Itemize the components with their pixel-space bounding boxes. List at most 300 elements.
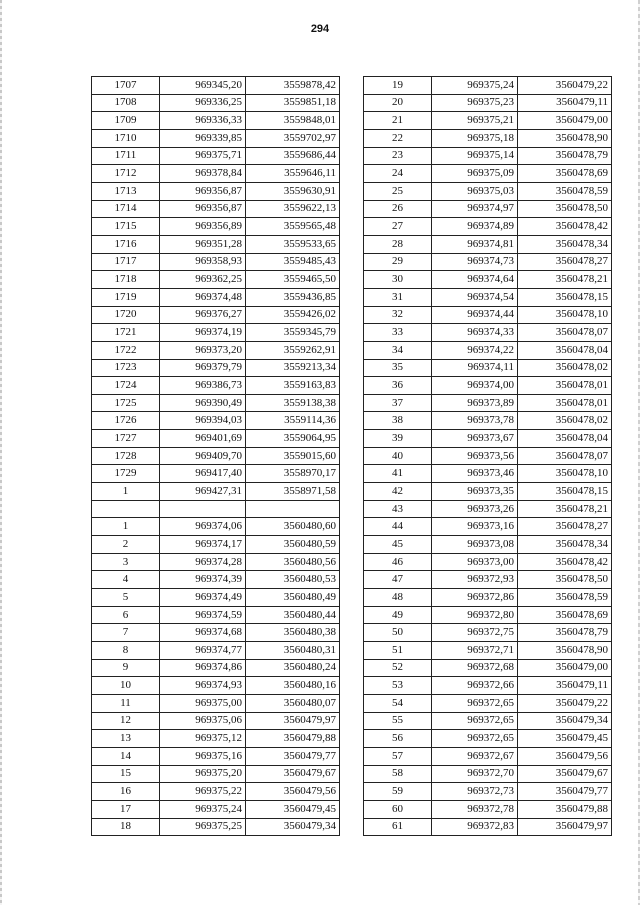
x-coordinate-cell: 969375,12 [160, 730, 246, 748]
point-number-cell: 12 [92, 712, 160, 730]
point-number-cell: 50 [364, 624, 432, 642]
point-number-cell: 1729 [92, 465, 160, 483]
y-coordinate-cell: 3560478,01 [518, 394, 612, 412]
table-body-left [92, 77, 340, 836]
point-number-cell: 57 [364, 747, 432, 765]
point-number-cell: 14 [92, 747, 160, 765]
x-coordinate-cell: 969374,06 [160, 518, 246, 536]
table-row [364, 589, 612, 607]
x-coordinate-cell: 969372,75 [432, 624, 518, 642]
table-row [92, 377, 340, 395]
y-coordinate-cell: 3559533,65 [246, 235, 340, 253]
x-coordinate-cell: 969372,78 [432, 800, 518, 818]
point-number-cell: 45 [364, 536, 432, 554]
point-number-cell: 1725 [92, 394, 160, 412]
point-number-cell: 23 [364, 147, 432, 165]
x-coordinate-cell: 969375,09 [432, 165, 518, 183]
table-row [92, 394, 340, 412]
table-row [92, 694, 340, 712]
y-coordinate-cell: 3560479,97 [518, 818, 612, 836]
y-coordinate-cell: 3559630,91 [246, 182, 340, 200]
table-row [92, 306, 340, 324]
table-row [92, 712, 340, 730]
table-row [92, 747, 340, 765]
y-coordinate-cell [246, 500, 340, 518]
y-coordinate-cell: 3560479,88 [246, 730, 340, 748]
table-row [92, 430, 340, 448]
y-coordinate-cell: 3559465,50 [246, 271, 340, 289]
y-coordinate-cell: 3560480,60 [246, 518, 340, 536]
x-coordinate-cell: 969375,03 [432, 182, 518, 200]
table-row [364, 412, 612, 430]
point-number-cell: 20 [364, 94, 432, 112]
table-row [92, 165, 340, 183]
point-number-cell: 27 [364, 218, 432, 236]
x-coordinate-cell: 969351,28 [160, 235, 246, 253]
point-number-cell: 1711 [92, 147, 160, 165]
point-number-cell: 1722 [92, 341, 160, 359]
point-number-cell: 38 [364, 412, 432, 430]
table-row [92, 624, 340, 642]
x-coordinate-cell: 969374,44 [432, 306, 518, 324]
table-row [92, 483, 340, 501]
x-coordinate-cell: 969372,67 [432, 747, 518, 765]
y-coordinate-cell: 3560479,67 [518, 765, 612, 783]
point-number-cell: 21 [364, 112, 432, 130]
y-coordinate-cell: 3560480,44 [246, 606, 340, 624]
table-row [92, 447, 340, 465]
point-number-cell: 51 [364, 642, 432, 660]
point-number-cell: 28 [364, 235, 432, 253]
y-coordinate-cell: 3559622,13 [246, 200, 340, 218]
x-coordinate-cell: 969372,66 [432, 677, 518, 695]
x-coordinate-cell: 969356,87 [160, 200, 246, 218]
table-row [364, 800, 612, 818]
point-number-cell: 22 [364, 129, 432, 147]
x-coordinate-cell: 969374,39 [160, 571, 246, 589]
x-coordinate-cell: 969374,00 [432, 377, 518, 395]
table-row [92, 112, 340, 130]
y-coordinate-cell: 3560480,38 [246, 624, 340, 642]
x-coordinate-cell: 969374,49 [160, 589, 246, 607]
x-coordinate-cell: 969373,78 [432, 412, 518, 430]
x-coordinate-cell: 969373,16 [432, 518, 518, 536]
table-row [364, 553, 612, 571]
scan-edge-left [0, 0, 2, 905]
x-coordinate-cell: 969375,21 [432, 112, 518, 130]
point-number-cell: 32 [364, 306, 432, 324]
point-number-cell: 36 [364, 377, 432, 395]
y-coordinate-cell: 3560478,69 [518, 165, 612, 183]
table-row [364, 200, 612, 218]
table-row [364, 765, 612, 783]
y-coordinate-cell: 3560479,56 [246, 783, 340, 801]
point-number-cell: 41 [364, 465, 432, 483]
table-row [92, 783, 340, 801]
table-row [92, 359, 340, 377]
y-coordinate-cell: 3560478,59 [518, 589, 612, 607]
point-number-cell: 1717 [92, 253, 160, 271]
y-coordinate-cell: 3560480,49 [246, 589, 340, 607]
table-row [364, 500, 612, 518]
table-row [92, 288, 340, 306]
x-coordinate-cell: 969390,49 [160, 394, 246, 412]
x-coordinate-cell: 969375,24 [432, 77, 518, 95]
x-coordinate-cell: 969401,69 [160, 430, 246, 448]
y-coordinate-cell: 3558970,17 [246, 465, 340, 483]
table-row [364, 306, 612, 324]
point-number-cell: 1713 [92, 182, 160, 200]
x-coordinate-cell: 969345,20 [160, 77, 246, 95]
x-coordinate-cell: 969373,20 [160, 341, 246, 359]
x-coordinate-cell: 969375,14 [432, 147, 518, 165]
point-number-cell: 54 [364, 694, 432, 712]
point-number-cell: 31 [364, 288, 432, 306]
table-row [92, 553, 340, 571]
x-coordinate-cell: 969372,93 [432, 571, 518, 589]
table-row [364, 182, 612, 200]
x-coordinate-cell: 969372,70 [432, 765, 518, 783]
point-number-cell: 56 [364, 730, 432, 748]
point-number-cell: 55 [364, 712, 432, 730]
point-number-cell: 6 [92, 606, 160, 624]
table-row [364, 606, 612, 624]
x-coordinate-cell: 969375,06 [160, 712, 246, 730]
x-coordinate-cell: 969373,35 [432, 483, 518, 501]
table-row [92, 412, 340, 430]
x-coordinate-cell: 969374,86 [160, 659, 246, 677]
y-coordinate-cell: 3559345,79 [246, 324, 340, 342]
point-number-cell: 61 [364, 818, 432, 836]
y-coordinate-cell: 3559485,43 [246, 253, 340, 271]
table-row [364, 394, 612, 412]
point-number-cell: 59 [364, 783, 432, 801]
table-row [92, 659, 340, 677]
x-coordinate-cell: 969375,00 [160, 694, 246, 712]
table-row [92, 730, 340, 748]
x-coordinate-cell: 969336,25 [160, 94, 246, 112]
point-number-cell: 10 [92, 677, 160, 695]
point-number-cell: 58 [364, 765, 432, 783]
x-coordinate-cell: 969374,81 [432, 235, 518, 253]
point-number-cell: 8 [92, 642, 160, 660]
table-row [364, 483, 612, 501]
y-coordinate-cell: 3560480,31 [246, 642, 340, 660]
table-row [364, 712, 612, 730]
y-coordinate-cell: 3560478,27 [518, 253, 612, 271]
x-coordinate-cell: 969356,87 [160, 182, 246, 200]
table-row [92, 818, 340, 836]
point-number-cell: 33 [364, 324, 432, 342]
y-coordinate-cell: 3559015,60 [246, 447, 340, 465]
table-row [364, 536, 612, 554]
table-row [92, 129, 340, 147]
y-coordinate-cell: 3559213,34 [246, 359, 340, 377]
y-coordinate-cell: 3560479,22 [518, 694, 612, 712]
point-number-cell: 39 [364, 430, 432, 448]
table-row [364, 165, 612, 183]
y-coordinate-cell: 3560479,45 [518, 730, 612, 748]
x-coordinate-cell: 969386,73 [160, 377, 246, 395]
table-row [364, 341, 612, 359]
x-coordinate-cell: 969373,00 [432, 553, 518, 571]
x-coordinate-cell: 969358,93 [160, 253, 246, 271]
y-coordinate-cell: 3559262,91 [246, 341, 340, 359]
table-row [92, 253, 340, 271]
point-number-cell: 16 [92, 783, 160, 801]
y-coordinate-cell: 3560480,56 [246, 553, 340, 571]
y-coordinate-cell: 3560478,42 [518, 218, 612, 236]
y-coordinate-cell: 3560478,21 [518, 271, 612, 289]
point-number-cell: 24 [364, 165, 432, 183]
y-coordinate-cell: 3560479,11 [518, 94, 612, 112]
x-coordinate-cell: 969373,89 [432, 394, 518, 412]
x-coordinate-cell: 969378,84 [160, 165, 246, 183]
point-number-cell: 37 [364, 394, 432, 412]
y-coordinate-cell: 3559878,42 [246, 77, 340, 95]
table-row [364, 359, 612, 377]
table-row [92, 324, 340, 342]
table-row [92, 94, 340, 112]
x-coordinate-cell: 969374,22 [432, 341, 518, 359]
point-number-cell: 47 [364, 571, 432, 589]
y-coordinate-cell: 3560478,27 [518, 518, 612, 536]
table-row [92, 465, 340, 483]
y-coordinate-cell: 3560479,00 [518, 659, 612, 677]
x-coordinate-cell: 969374,77 [160, 642, 246, 660]
y-coordinate-cell: 3560478,10 [518, 306, 612, 324]
point-number-cell: 2 [92, 536, 160, 554]
point-number-cell: 7 [92, 624, 160, 642]
table-row [364, 783, 612, 801]
table-row [92, 235, 340, 253]
x-coordinate-cell: 969339,85 [160, 129, 246, 147]
table-row [364, 430, 612, 448]
point-number-cell: 35 [364, 359, 432, 377]
x-coordinate-cell: 969374,48 [160, 288, 246, 306]
table-row [364, 377, 612, 395]
x-coordinate-cell: 969372,65 [432, 694, 518, 712]
point-number-cell: 1718 [92, 271, 160, 289]
y-coordinate-cell: 3560478,50 [518, 571, 612, 589]
point-number-cell: 4 [92, 571, 160, 589]
y-coordinate-cell: 3560479,34 [246, 818, 340, 836]
point-number-cell: 30 [364, 271, 432, 289]
y-coordinate-cell: 3560479,11 [518, 677, 612, 695]
y-coordinate-cell: 3560479,22 [518, 77, 612, 95]
y-coordinate-cell: 3560478,50 [518, 200, 612, 218]
table-row [92, 218, 340, 236]
table-row [364, 730, 612, 748]
point-number-cell: 52 [364, 659, 432, 677]
x-coordinate-cell: 969373,26 [432, 500, 518, 518]
x-coordinate-cell: 969372,68 [432, 659, 518, 677]
y-coordinate-cell: 3559848,01 [246, 112, 340, 130]
x-coordinate-cell: 969374,33 [432, 324, 518, 342]
table-row [364, 218, 612, 236]
x-coordinate-cell: 969336,33 [160, 112, 246, 130]
x-coordinate-cell: 969372,71 [432, 642, 518, 660]
x-coordinate-cell: 969356,89 [160, 218, 246, 236]
y-coordinate-cell: 3560479,34 [518, 712, 612, 730]
table-row [92, 642, 340, 660]
x-coordinate-cell: 969379,79 [160, 359, 246, 377]
y-coordinate-cell: 3559163,83 [246, 377, 340, 395]
point-number-cell: 19 [364, 77, 432, 95]
point-number-cell: 42 [364, 483, 432, 501]
coordinates-table-left [91, 76, 340, 836]
point-number-cell: 1728 [92, 447, 160, 465]
x-coordinate-cell: 969375,24 [160, 800, 246, 818]
table-row [364, 518, 612, 536]
point-number-cell: 46 [364, 553, 432, 571]
table-row [92, 147, 340, 165]
x-coordinate-cell: 969372,73 [432, 783, 518, 801]
y-coordinate-cell: 3560480,07 [246, 694, 340, 712]
x-coordinate-cell: 969374,64 [432, 271, 518, 289]
y-coordinate-cell: 3560478,10 [518, 465, 612, 483]
y-coordinate-cell: 3560479,88 [518, 800, 612, 818]
table-row [92, 77, 340, 95]
y-coordinate-cell: 3560478,34 [518, 536, 612, 554]
table-row [364, 288, 612, 306]
x-coordinate-cell: 969373,46 [432, 465, 518, 483]
point-number-cell: 13 [92, 730, 160, 748]
table-row [364, 659, 612, 677]
x-coordinate-cell: 969409,70 [160, 447, 246, 465]
table-row [364, 747, 612, 765]
table-row [364, 465, 612, 483]
table-row [364, 694, 612, 712]
y-coordinate-cell: 3560480,16 [246, 677, 340, 695]
x-coordinate-cell: 969373,56 [432, 447, 518, 465]
point-number-cell: 1714 [92, 200, 160, 218]
table-row [92, 765, 340, 783]
y-coordinate-cell: 3559646,11 [246, 165, 340, 183]
point-number-cell: 1716 [92, 235, 160, 253]
y-coordinate-cell: 3559426,02 [246, 306, 340, 324]
x-coordinate-cell: 969374,19 [160, 324, 246, 342]
y-coordinate-cell: 3560478,69 [518, 606, 612, 624]
table-row [364, 94, 612, 112]
y-coordinate-cell: 3559138,38 [246, 394, 340, 412]
point-number-cell: 1724 [92, 377, 160, 395]
x-coordinate-cell: 969375,16 [160, 747, 246, 765]
point-number-cell: 26 [364, 200, 432, 218]
y-coordinate-cell: 3559436,85 [246, 288, 340, 306]
y-coordinate-cell: 3558971,58 [246, 483, 340, 501]
table-row [364, 253, 612, 271]
point-number-cell: 34 [364, 341, 432, 359]
x-coordinate-cell: 969372,86 [432, 589, 518, 607]
y-coordinate-cell: 3560480,24 [246, 659, 340, 677]
y-coordinate-cell: 3560478,59 [518, 182, 612, 200]
table-row [92, 518, 340, 536]
table-row [92, 182, 340, 200]
x-coordinate-cell: 969375,23 [432, 94, 518, 112]
point-number-cell: 1715 [92, 218, 160, 236]
x-coordinate-cell: 969374,28 [160, 553, 246, 571]
y-coordinate-cell: 3560478,79 [518, 147, 612, 165]
point-number-cell: 18 [92, 818, 160, 836]
y-coordinate-cell: 3560479,45 [246, 800, 340, 818]
y-coordinate-cell: 3560478,90 [518, 129, 612, 147]
point-number-cell: 15 [92, 765, 160, 783]
y-coordinate-cell: 3560479,00 [518, 112, 612, 130]
y-coordinate-cell: 3560478,07 [518, 447, 612, 465]
point-number-cell: 48 [364, 589, 432, 607]
table-body-right [364, 77, 612, 836]
table-row [364, 324, 612, 342]
point-number-cell: 60 [364, 800, 432, 818]
table-row [92, 571, 340, 589]
y-coordinate-cell: 3560480,59 [246, 536, 340, 554]
table-row [364, 624, 612, 642]
y-coordinate-cell: 3560479,56 [518, 747, 612, 765]
point-number-cell: 1707 [92, 77, 160, 95]
table-row [92, 800, 340, 818]
x-coordinate-cell: 969417,40 [160, 465, 246, 483]
y-coordinate-cell: 3560478,90 [518, 642, 612, 660]
point-number-cell: 29 [364, 253, 432, 271]
y-coordinate-cell: 3560478,04 [518, 430, 612, 448]
x-coordinate-cell: 969373,08 [432, 536, 518, 554]
table-row [92, 677, 340, 695]
x-coordinate-cell: 969373,67 [432, 430, 518, 448]
x-coordinate-cell: 969374,17 [160, 536, 246, 554]
x-coordinate-cell: 969374,97 [432, 200, 518, 218]
x-coordinate-cell: 969374,89 [432, 218, 518, 236]
table-row [364, 77, 612, 95]
table-row [364, 818, 612, 836]
y-coordinate-cell: 3559114,36 [246, 412, 340, 430]
x-coordinate-cell: 969375,18 [432, 129, 518, 147]
x-coordinate-cell: 969374,93 [160, 677, 246, 695]
x-coordinate-cell: 969375,71 [160, 147, 246, 165]
point-number-cell: 5 [92, 589, 160, 607]
x-coordinate-cell: 969375,25 [160, 818, 246, 836]
point-number-cell: 3 [92, 553, 160, 571]
point-number-cell: 43 [364, 500, 432, 518]
y-coordinate-cell: 3559565,48 [246, 218, 340, 236]
point-number-cell: 1 [92, 518, 160, 536]
x-coordinate-cell: 969374,73 [432, 253, 518, 271]
y-coordinate-cell: 3560478,15 [518, 483, 612, 501]
table-row [364, 677, 612, 695]
y-coordinate-cell: 3560479,67 [246, 765, 340, 783]
point-number-cell: 1721 [92, 324, 160, 342]
point-number-cell: 1723 [92, 359, 160, 377]
point-number-cell: 44 [364, 518, 432, 536]
table-row [364, 235, 612, 253]
y-coordinate-cell: 3560478,02 [518, 359, 612, 377]
x-coordinate-cell: 969372,65 [432, 730, 518, 748]
point-number-cell: 1 [92, 483, 160, 501]
table-row [92, 500, 340, 518]
point-number-cell: 17 [92, 800, 160, 818]
point-number-cell: 1709 [92, 112, 160, 130]
table-row [92, 589, 340, 607]
table-row [364, 271, 612, 289]
table-row [92, 341, 340, 359]
table-row [364, 129, 612, 147]
y-coordinate-cell: 3560478,02 [518, 412, 612, 430]
y-coordinate-cell: 3560479,77 [246, 747, 340, 765]
point-number-cell: 1712 [92, 165, 160, 183]
x-coordinate-cell: 969372,65 [432, 712, 518, 730]
point-number-cell: 9 [92, 659, 160, 677]
point-number-cell: 1727 [92, 430, 160, 448]
